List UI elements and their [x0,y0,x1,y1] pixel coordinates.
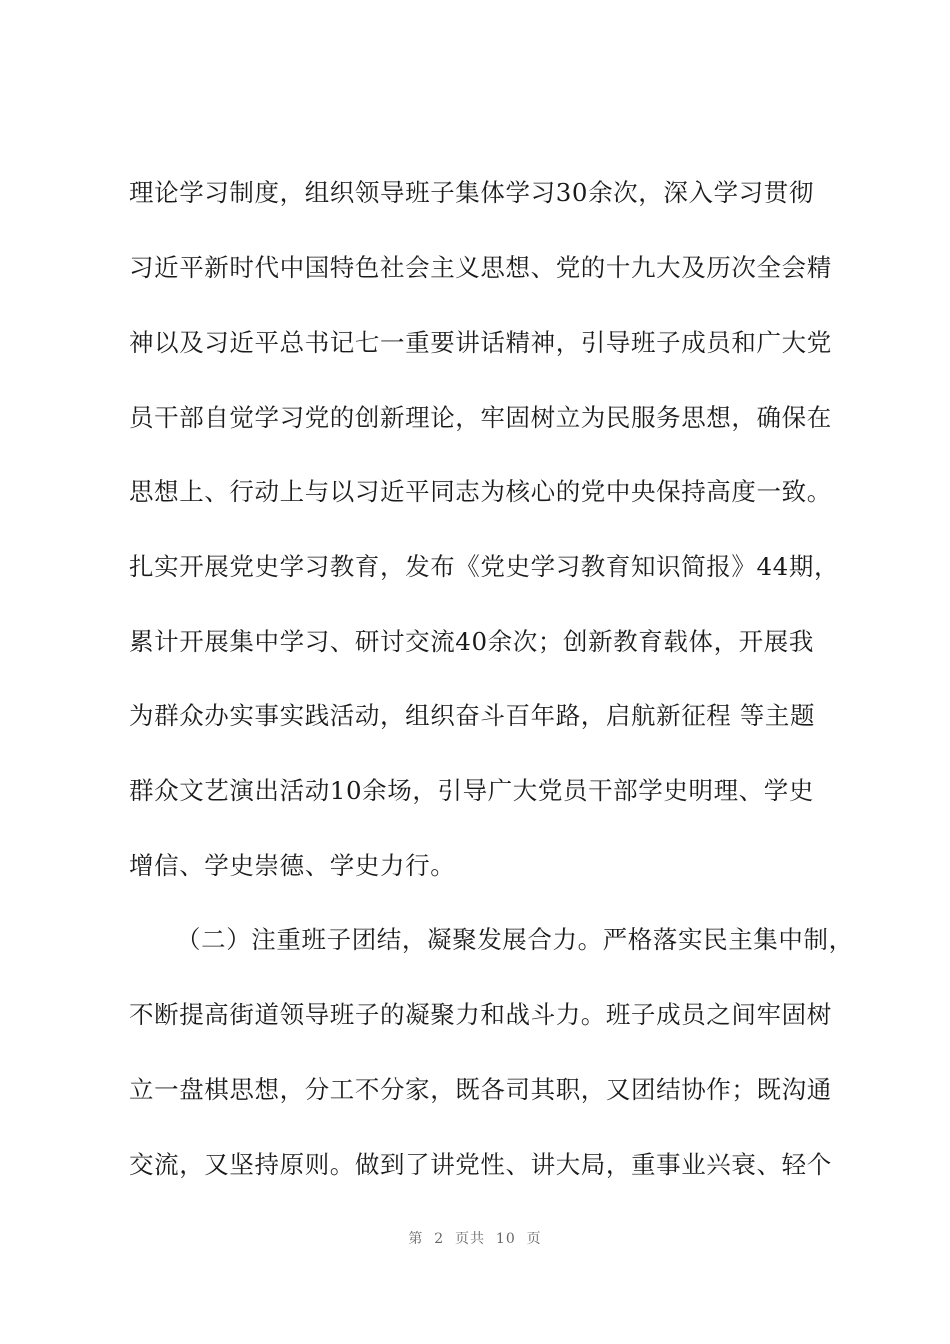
body-text-line: 立一盘棋思想，分工不分家，既各司其职，又团结协作；既沟通 [129,1075,832,1104]
page-number-footer: 第 2 页共 10 页 [408,1231,542,1247]
body-text-line: 思想上、行动上与以习近平同志为核心的党中央保持高度一致。 [129,477,832,506]
body-text-line: 理论学习制度，组织领导班子集体学习30余次，深入学习贯彻 [129,178,814,207]
body-text-line: 增信、学史崇德、学史力行。 [129,851,456,880]
body-text-line: 群众文艺演出活动10余场，引导广大党员干部学史明理、学史 [129,776,814,805]
body-text-line: 累计开展集中学习、研讨交流40余次；创新教育载体，开展我 [129,627,814,656]
body-text-line: 习近平新时代中国特色社会主义思想、党的十九大及历次全会精 [129,253,832,282]
body-text-line: 为群众办实事实践活动，组织奋斗百年路，启航新征程 等主题 [129,701,816,730]
body-text-line: 神以及习近平总书记七一重要讲话精神，引导班子成员和广大党 [129,328,832,357]
body-text-line: 扎实开展党史学习教育，发布《党史学习教育知识简报》44期， [129,552,840,581]
body-text-line: 不断提高街道领导班子的凝聚力和战斗力。班子成员之间牢固树 [129,1000,832,1029]
body-text-line: 员干部自觉学习党的创新理论，牢固树立为民服务思想，确保在 [129,403,832,432]
body-text-line: 交流，又坚持原则。做到了讲党性、讲大局，重事业兴衰、轻个 [129,1150,832,1179]
section-heading-line: （二）注重班子团结，凝聚发展合力。严格落实民主集中制， [176,925,854,954]
